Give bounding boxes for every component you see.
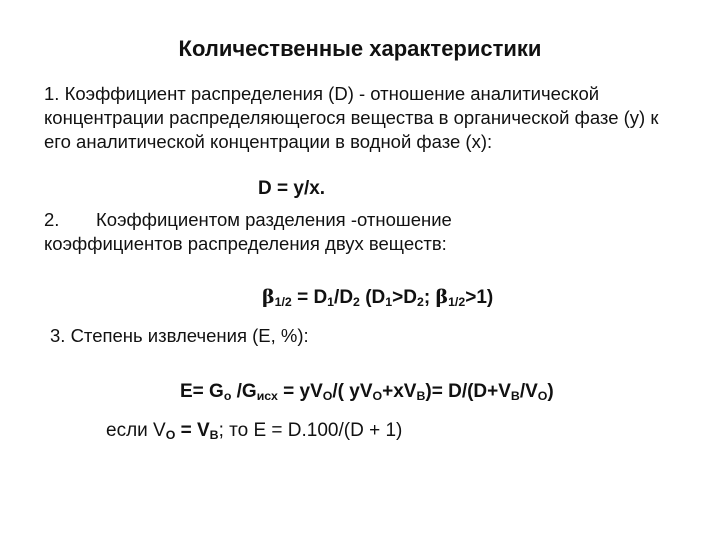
formula-part: >D (392, 287, 417, 308)
formula-part: = V (175, 420, 210, 441)
subscript: O (372, 389, 383, 404)
formula-extraction-degree (180, 381, 554, 403)
formula-part: >1) (465, 287, 494, 308)
formula-part: )= D/(D+V (425, 381, 511, 402)
formula-part: /D (334, 287, 354, 308)
subscript: 1 (385, 295, 393, 310)
subscript: 1/2 (274, 295, 292, 310)
paragraph-line: Коэффициентом разделения -отношение (96, 209, 452, 230)
subscript: B (416, 389, 426, 404)
formula-separation-coefficient (262, 286, 493, 309)
paragraph-extraction-degree: 3. Степень извлечения (Е, %): (50, 325, 309, 346)
paragraph-line: коэффициентов распределения двух веществ: (44, 233, 447, 254)
subscript: O (322, 389, 333, 404)
beta-symbol: β (262, 286, 275, 308)
formula-part: = D (291, 287, 328, 308)
subscript: o (223, 389, 232, 404)
subscript: 2 (353, 295, 360, 310)
subscript: O (165, 428, 176, 443)
subscript: B (209, 428, 219, 443)
formula-part: ; то E = D.100/(D + 1) (218, 420, 403, 441)
formula-extraction-condition (106, 420, 402, 442)
formula-part: ) (547, 381, 554, 402)
formula-part: /( yV (332, 381, 373, 402)
formula-part: /V (519, 381, 538, 402)
formula-part: (D (359, 287, 386, 308)
formula-part: /G (231, 381, 257, 402)
formula-part: если V (106, 420, 166, 441)
paragraph-distribution-coefficient: 1. Коэффициент распределения (D) - отношение аналитической концентрации распределяющегося вещества в органической фазе (у) к его аналитической концентрации в водной фазе (х): (44, 83, 659, 152)
subscript: B (510, 389, 520, 404)
subscript: 1/2 (448, 295, 466, 310)
formula-part: ; (423, 287, 436, 308)
subscript: 1 (327, 295, 335, 310)
subscript: 2 (416, 295, 424, 310)
formula-part: = yV (277, 381, 323, 402)
subscript: исх (256, 389, 278, 404)
slide-title: Количественные характеристики (178, 36, 542, 61)
formula-distribution-coefficient: D = y/x. (258, 178, 326, 199)
subscript: O (537, 389, 548, 404)
paragraph-separation-coefficient (44, 208, 684, 256)
item-number: 2. (44, 209, 60, 230)
formula-part: +xV (382, 381, 417, 402)
formula-part: E= G (180, 381, 224, 402)
beta-symbol: β (435, 286, 449, 308)
